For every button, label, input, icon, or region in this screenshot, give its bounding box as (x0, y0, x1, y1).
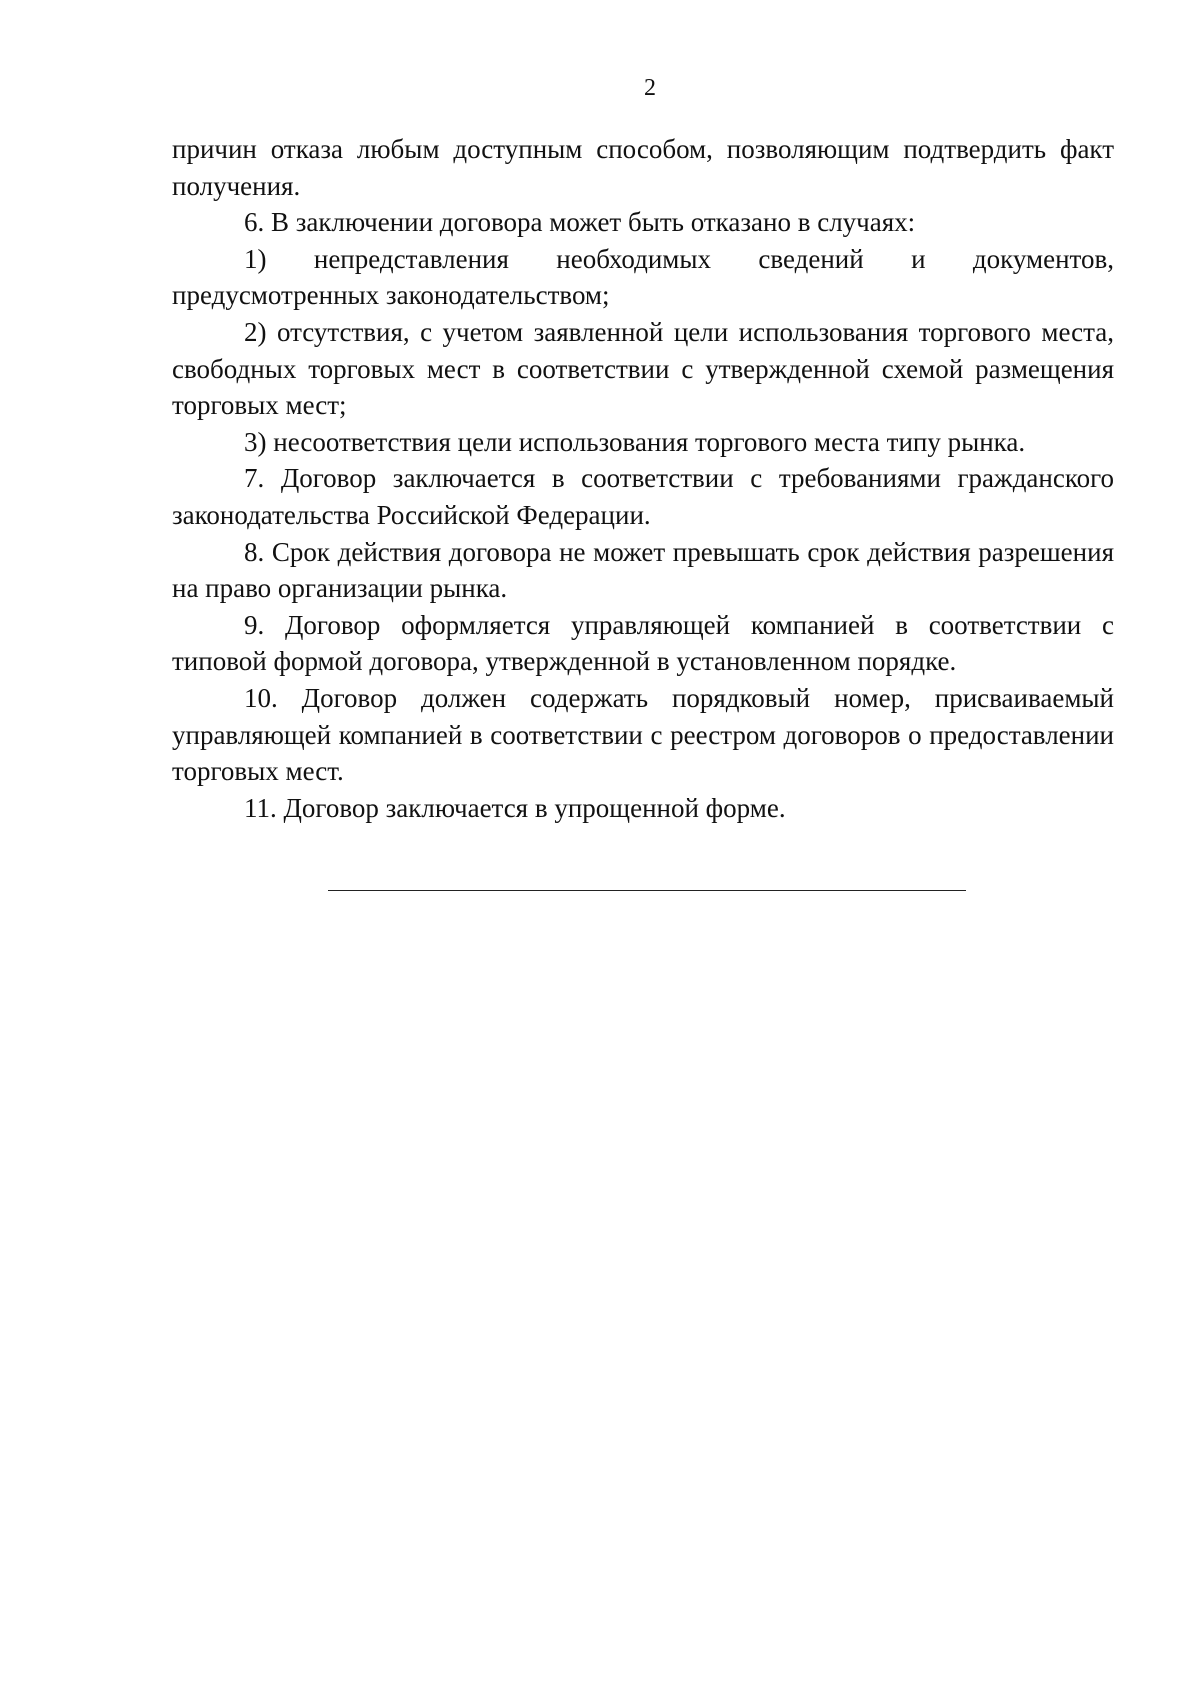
paragraph-item-11: 11. Договор заключается в упрощенной форме. (244, 792, 786, 823)
paragraph-subitem-1: 1) непредставления необходимых сведений и документов, предусмотренных законодательством; (172, 243, 1114, 311)
page-number: 2 (644, 75, 656, 101)
end-of-document-rule (328, 890, 966, 891)
paragraph-item-9: 9. Договор оформляется управляющей компанией в соответствии с типовой формой договора, утвержденной в установленном порядке. (172, 609, 1114, 677)
paragraph-item-10: 10. Договор должен содержать порядковый номер, присваиваемый управляющей компанией в соответствии с реестром договоров о предоставлении торговых мест. (172, 682, 1114, 787)
paragraph-item-6: 6. В заключении договора может быть отказано в случаях: (244, 207, 916, 238)
document-body (172, 131, 1114, 826)
paragraph-item-7: 7. Договор заключается в соответствии с требованиями гражданского законодательства Российской Федерации. (172, 463, 1114, 530)
paragraph-subitem-3: 3) несоответствия цели использования торгового места типу рынка. (244, 426, 1026, 457)
paragraph-continuation: причин отказа любым доступным способом, позволяющим подтвердить факт получения. (172, 134, 1114, 201)
paragraph-subitem-2: 2) отсутствия, с учетом заявленной цели использования торгового места, свободных торговых мест в соответствии с утвержденной схемой размещения торговых мест; (172, 316, 1114, 421)
paragraph-item-8: 8. Срок действия договора не может превышать срок действия разрешения на право организации рынка. (172, 536, 1114, 604)
